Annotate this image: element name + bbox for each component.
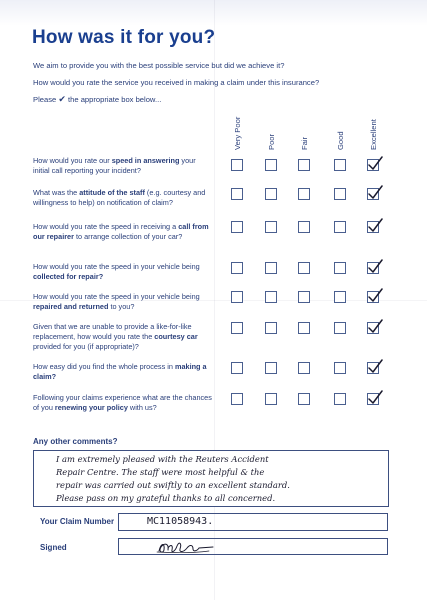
intro-line-1: We aim to provide you with the best possible service but did we achieve it? — [33, 61, 285, 70]
question-emphasis: attitude of the staff — [79, 188, 145, 197]
rating-checkbox-very-poor[interactable] — [231, 221, 243, 233]
rating-checkbox-poor[interactable] — [265, 262, 277, 274]
column-header-good: Good — [336, 131, 345, 150]
question-1 — [33, 156, 213, 176]
rating-checkbox-fair[interactable] — [298, 362, 310, 374]
rating-checkbox-very-poor[interactable] — [231, 393, 243, 405]
question-7 — [33, 362, 213, 382]
rating-checkbox-fair[interactable] — [298, 262, 310, 274]
comments-line: repair was carried out swiftly to an excellent standard. — [56, 480, 290, 490]
rating-checkbox-fair[interactable] — [298, 393, 310, 405]
rating-checkbox-poor[interactable] — [265, 322, 277, 334]
rating-checkbox-excellent[interactable] — [367, 362, 379, 374]
rating-checkbox-good[interactable] — [334, 393, 346, 405]
rating-checkbox-excellent[interactable] — [367, 393, 379, 405]
claim-number-value: MC11058943. — [147, 516, 214, 527]
rating-checkbox-excellent[interactable] — [367, 221, 379, 233]
signed-label: Signed — [40, 543, 67, 552]
column-header-poor: Poor — [267, 133, 276, 150]
rating-checkbox-poor[interactable] — [265, 221, 277, 233]
rating-checkbox-good[interactable] — [334, 159, 346, 171]
rating-checkbox-very-poor[interactable] — [231, 262, 243, 274]
rating-checkbox-excellent[interactable] — [367, 262, 379, 274]
rating-checkbox-good[interactable] — [334, 262, 346, 274]
rating-checkbox-poor[interactable] — [265, 159, 277, 171]
rating-checkbox-good[interactable] — [334, 188, 346, 200]
check-mark-icon — [367, 156, 383, 172]
question-text: your initial call reporting your incident? — [33, 156, 196, 175]
form-title: How was it for you? — [32, 27, 216, 48]
rating-checkbox-fair[interactable] — [298, 291, 310, 303]
rating-checkbox-excellent[interactable] — [367, 188, 379, 200]
signature-field[interactable] — [118, 538, 388, 555]
question-emphasis: collected for repair? — [33, 272, 104, 281]
rating-checkbox-fair[interactable] — [298, 322, 310, 334]
question-emphasis: renewing your policy — [54, 403, 128, 412]
question-emphasis: speed in answering — [111, 156, 180, 165]
comments-label: Any other comments? — [33, 437, 118, 446]
comments-line: Repair Centre. The staff were most helpful & the — [56, 467, 265, 477]
intro-line-3-end: the appropriate box below... — [68, 95, 162, 104]
question-text: Given that we are unable to provide a like-for-like replacement, how would you rate the — [33, 322, 192, 341]
column-header-fair: Fair — [300, 136, 309, 150]
question-emphasis: call from our repairer — [33, 222, 209, 241]
rating-checkbox-very-poor[interactable] — [231, 291, 243, 303]
comments-field[interactable] — [33, 450, 389, 507]
question-text: with us? — [127, 403, 157, 412]
rating-checkbox-good[interactable] — [334, 291, 346, 303]
check-mark-icon — [367, 185, 383, 201]
rating-checkbox-fair[interactable] — [298, 188, 310, 200]
check-mark-icon — [367, 218, 383, 234]
rating-checkbox-good[interactable] — [334, 322, 346, 334]
column-header-very-poor: Very Poor — [233, 116, 242, 150]
rating-checkbox-poor[interactable] — [265, 362, 277, 374]
claim-number-field[interactable] — [118, 513, 388, 531]
column-header-excellent: Excellent — [369, 119, 378, 150]
rating-checkbox-poor[interactable] — [265, 291, 277, 303]
question-text: How would you rate the speed in your vehicle being — [33, 292, 200, 301]
check-mark-icon — [367, 319, 383, 335]
question-text: How easy did you find the whole process in — [33, 362, 175, 371]
rating-checkbox-fair[interactable] — [298, 221, 310, 233]
rating-checkbox-poor[interactable] — [265, 393, 277, 405]
rating-checkbox-excellent[interactable] — [367, 322, 379, 334]
question-text: Following your claims experience what are the chances of you — [33, 393, 212, 412]
rating-checkbox-very-poor[interactable] — [231, 322, 243, 334]
check-mark-icon — [367, 359, 383, 375]
question-emphasis: repaired and returned — [33, 302, 109, 311]
check-mark-icon — [367, 288, 383, 304]
rating-checkbox-good[interactable] — [334, 362, 346, 374]
question-5 — [33, 292, 213, 312]
question-text: How would you rate our — [33, 156, 112, 165]
rating-checkbox-very-poor[interactable] — [231, 362, 243, 374]
comments-line: Please pass on my grateful thanks to all concerned. — [56, 493, 276, 503]
claim-number-label: Your Claim Number — [40, 517, 115, 526]
rating-checkbox-excellent[interactable] — [367, 291, 379, 303]
rating-checkbox-poor[interactable] — [265, 188, 277, 200]
question-text: What was the — [33, 188, 80, 197]
intro-line-3-start: Please — [33, 95, 57, 104]
question-text: provided for you (if appropriate)? — [33, 342, 139, 351]
check-mark-icon — [367, 259, 383, 275]
question-text: (e.g. courtesy and willingness to help) on notification of claim? — [33, 188, 206, 207]
rating-checkbox-very-poor[interactable] — [231, 159, 243, 171]
question-4 — [33, 262, 213, 282]
rating-checkbox-very-poor[interactable] — [231, 188, 243, 200]
check-mark-icon — [367, 390, 383, 406]
question-6 — [33, 322, 213, 352]
rating-checkbox-excellent[interactable] — [367, 159, 379, 171]
question-emphasis: making a claim? — [33, 362, 207, 381]
question-text: to you? — [108, 302, 135, 311]
question-emphasis: courtesy car — [154, 332, 198, 341]
comments-line: I am extremely pleased with the Reuters Accident — [56, 454, 269, 464]
intro-line-2: How would you rate the service you received in making a claim under this insurance? — [33, 78, 320, 87]
question-text: How would you rate the speed in your vehicle being — [33, 262, 200, 271]
question-text: How would you rate the speed in receiving a — [33, 222, 179, 231]
question-3 — [33, 222, 213, 242]
question-2 — [33, 188, 213, 208]
check-mark-icon: ✔ — [58, 94, 66, 104]
question-text: to arrange collection of your car? — [73, 232, 183, 241]
rating-checkbox-fair[interactable] — [298, 159, 310, 171]
question-8 — [33, 393, 213, 413]
signature-image — [155, 540, 225, 555]
rating-checkbox-good[interactable] — [334, 221, 346, 233]
intro-line-3 — [33, 94, 161, 105]
